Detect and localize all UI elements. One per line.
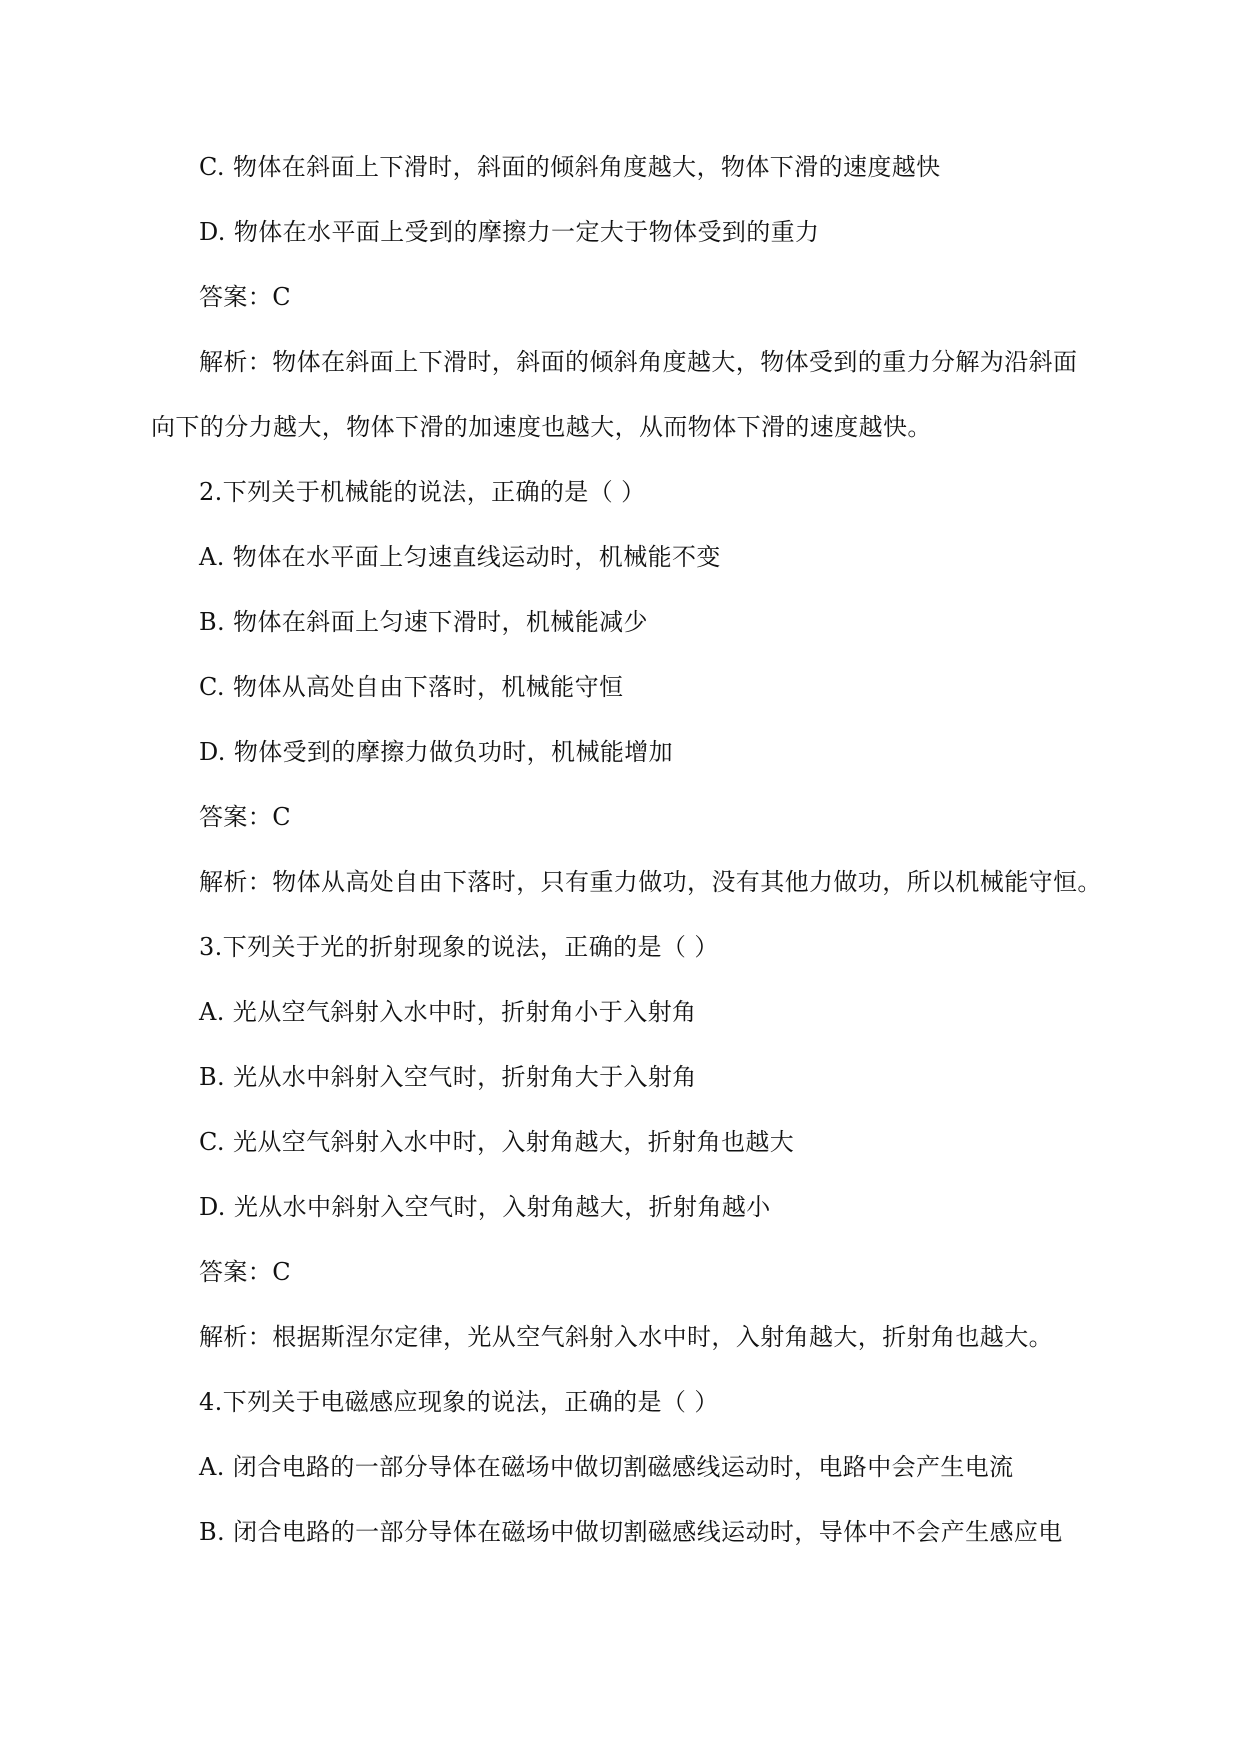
option-d-q1: D. 物体在水平面上受到的摩擦力一定大于物体受到的重力: [199, 218, 820, 246]
explanation-q1-line2: 向下的分力越大，物体下滑的加速度也越大，从而物体下滑的速度越快。: [151, 413, 932, 441]
option-a-q2: A. 物体在水平面上匀速直线运动时，机械能不变: [199, 543, 721, 571]
option-c-q2: C. 物体从高处自由下落时，机械能守恒: [199, 673, 624, 701]
question-2: 2.下列关于机械能的说法，正确的是（ ）: [199, 478, 646, 506]
answer-q3: 答案：C: [199, 1258, 291, 1286]
question-4: 4.下列关于电磁感应现象的说法，正确的是（ ）: [199, 1388, 719, 1416]
question-3: 3.下列关于光的折射现象的说法，正确的是（ ）: [199, 933, 719, 961]
option-a-q4: A. 闭合电路的一部分导体在磁场中做切割磁感线运动时，电路中会产生电流: [199, 1453, 1014, 1481]
explanation-q2: 解析：物体从高处自由下落时，只有重力做功，没有其他力做功，所以机械能守恒。: [199, 868, 1102, 896]
option-c-q1: C. 物体在斜面上下滑时，斜面的倾斜角度越大，物体下滑的速度越快: [199, 153, 941, 181]
explanation-q3: 解析：根据斯涅尔定律，光从空气斜射入水中时，入射角越大，折射角也越大。: [199, 1323, 1053, 1351]
explanation-q1-line1: 解析：物体在斜面上下滑时，斜面的倾斜角度越大，物体受到的重力分解为沿斜面: [199, 348, 1078, 376]
option-c-q3: C. 光从空气斜射入水中时，入射角越大，折射角也越大: [199, 1128, 795, 1156]
option-a-q3: A. 光从空气斜射入水中时，折射角小于入射角: [199, 998, 697, 1026]
answer-q1: 答案：C: [199, 283, 291, 311]
option-d-q3: D. 光从水中斜射入空气时，入射角越大，折射角越小: [199, 1193, 771, 1221]
option-b-q3: B. 光从水中斜射入空气时，折射角大于入射角: [199, 1063, 697, 1091]
answer-q2: 答案：C: [199, 803, 291, 831]
option-b-q4: B. 闭合电路的一部分导体在磁场中做切割磁感线运动时，导体中不会产生感应电: [199, 1518, 1063, 1546]
option-b-q2: B. 物体在斜面上匀速下滑时，机械能减少: [199, 608, 648, 636]
option-d-q2: D. 物体受到的摩擦力做负功时，机械能增加: [199, 738, 674, 766]
